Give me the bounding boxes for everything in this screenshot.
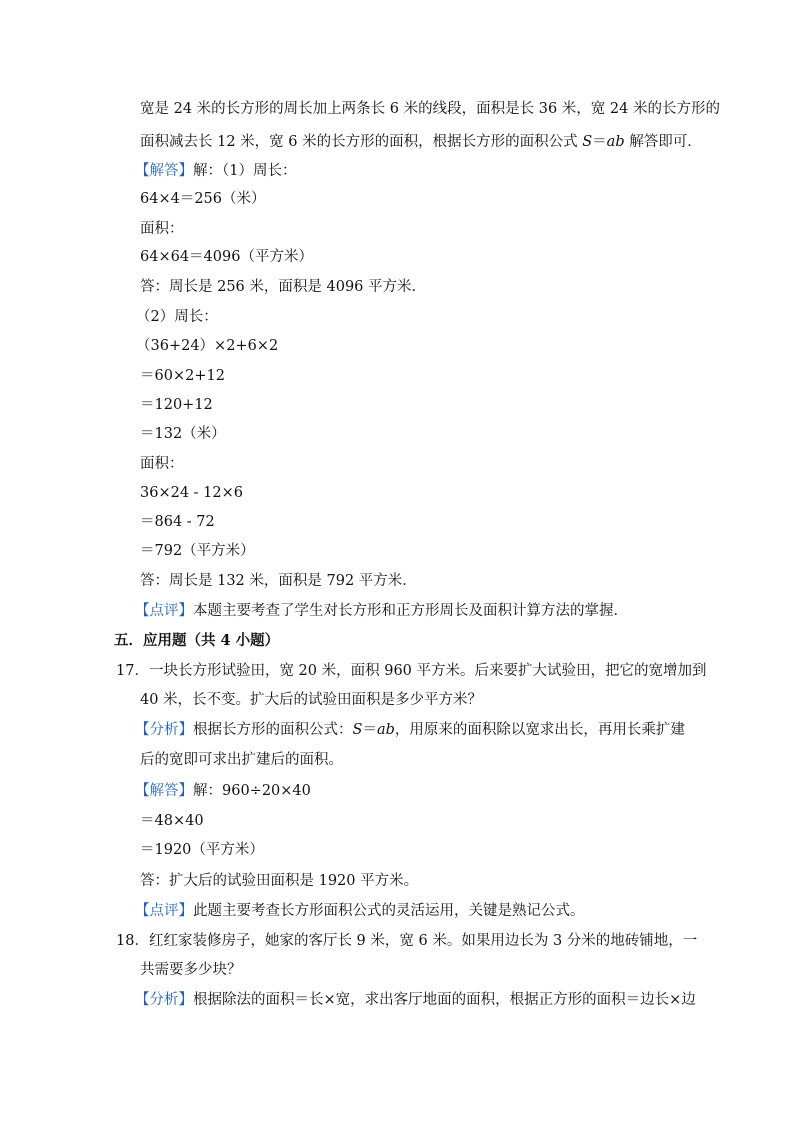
text-span: 此题主要考查长方形面积公式的灵活运用，关键是熟记公式。 bbox=[193, 903, 585, 919]
text-line: ＝48×40 bbox=[140, 813, 204, 829]
text-line: 36×24 - 12×6 bbox=[140, 485, 243, 501]
text-line: ＝132（米） bbox=[140, 426, 226, 442]
question-line: 17．一块长方形试验田，宽 20 米，面积 960 平方米。后来要扩大试验田，把它的宽增加到 bbox=[116, 663, 707, 679]
answer-tag: 【解答】 bbox=[135, 783, 193, 799]
text-line: 面积： bbox=[140, 221, 184, 237]
formula-var: S bbox=[582, 134, 593, 150]
text-line bbox=[135, 901, 585, 921]
text-line: （2）周长： bbox=[136, 309, 218, 325]
analysis-tag: 【分析】 bbox=[135, 722, 193, 738]
text-line bbox=[135, 601, 628, 621]
text-line bbox=[135, 161, 296, 181]
text-span: 解答即可． bbox=[624, 134, 702, 150]
text-line bbox=[135, 781, 311, 801]
analysis-tag: 【分析】 bbox=[135, 992, 193, 1008]
text-line: 后的宽即可求出扩建后的面积。 bbox=[140, 752, 343, 768]
formula-op: ＝ bbox=[592, 134, 607, 150]
formula-var: S bbox=[352, 722, 363, 738]
question-line: 共需要多少块？ bbox=[140, 962, 242, 978]
text-line: 答：扩大后的试验田面积是 1920 平方米。 bbox=[140, 873, 419, 889]
text-line: ＝864 - 72 bbox=[140, 514, 215, 530]
text-line: 答：周长是 132 米，面积是 792 平方米． bbox=[140, 573, 417, 589]
text-line: 面积： bbox=[140, 456, 184, 472]
text-line: ＝792（平方米） bbox=[140, 543, 255, 559]
text-span: ，用原来的面积除以宽求出长，再用长乘扩建 bbox=[394, 722, 685, 738]
text-line: ＝1920（平方米） bbox=[140, 842, 264, 858]
text-line bbox=[135, 990, 696, 1010]
text-line: 64×4＝256（米） bbox=[140, 191, 266, 207]
text-line: 64×64＝4096（平方米） bbox=[140, 249, 313, 265]
text-line: ＝60×2+12 bbox=[140, 368, 225, 384]
text-line bbox=[135, 720, 685, 740]
question-line: 40 米，长不变。扩大后的试验田面积是多少平方米？ bbox=[140, 692, 483, 708]
answer-tag: 【解答】 bbox=[135, 163, 193, 179]
formula-var: ab bbox=[606, 134, 625, 150]
formula-op: ＝ bbox=[362, 722, 377, 738]
text-span: 解：（1）周长： bbox=[193, 163, 297, 179]
text-span: 面积减去长 12 米，宽 6 米的长方形的面积，根据长方形的面积公式 bbox=[140, 134, 583, 150]
formula-var: ab bbox=[376, 722, 395, 738]
text-span: 根据除法的面积＝长×宽，求出客厅地面的面积，根据正方形的面积＝边长×边 bbox=[193, 992, 696, 1008]
text-line: 答：周长是 256 米，面积是 4096 平方米． bbox=[140, 279, 427, 295]
comment-tag: 【点评】 bbox=[135, 603, 193, 619]
text-line: （36+24）×2+6×2 bbox=[136, 338, 279, 354]
comment-tag: 【点评】 bbox=[135, 903, 193, 919]
text-span: 本题主要考查了学生对长方形和正方形周长及面积计算方法的掌握． bbox=[193, 603, 628, 619]
section-heading: 五．应用题（共 4 小题） bbox=[114, 632, 280, 649]
text-span: 根据长方形的面积公式： bbox=[193, 722, 353, 738]
question-line: 18．红红家装修房子，她家的客厅长 9 米，宽 6 米。如果用边长为 3 分米的地砖铺地，一 bbox=[116, 933, 698, 949]
text-span: 解：960÷20×40 bbox=[193, 783, 311, 799]
text-line bbox=[140, 132, 702, 152]
text-line: ＝120+12 bbox=[140, 397, 213, 413]
text-line: 宽是 24 米的长方形的周长加上两条长 6 米的线段，面积是长 36 米，宽 24 米的长方形的 bbox=[140, 101, 720, 117]
